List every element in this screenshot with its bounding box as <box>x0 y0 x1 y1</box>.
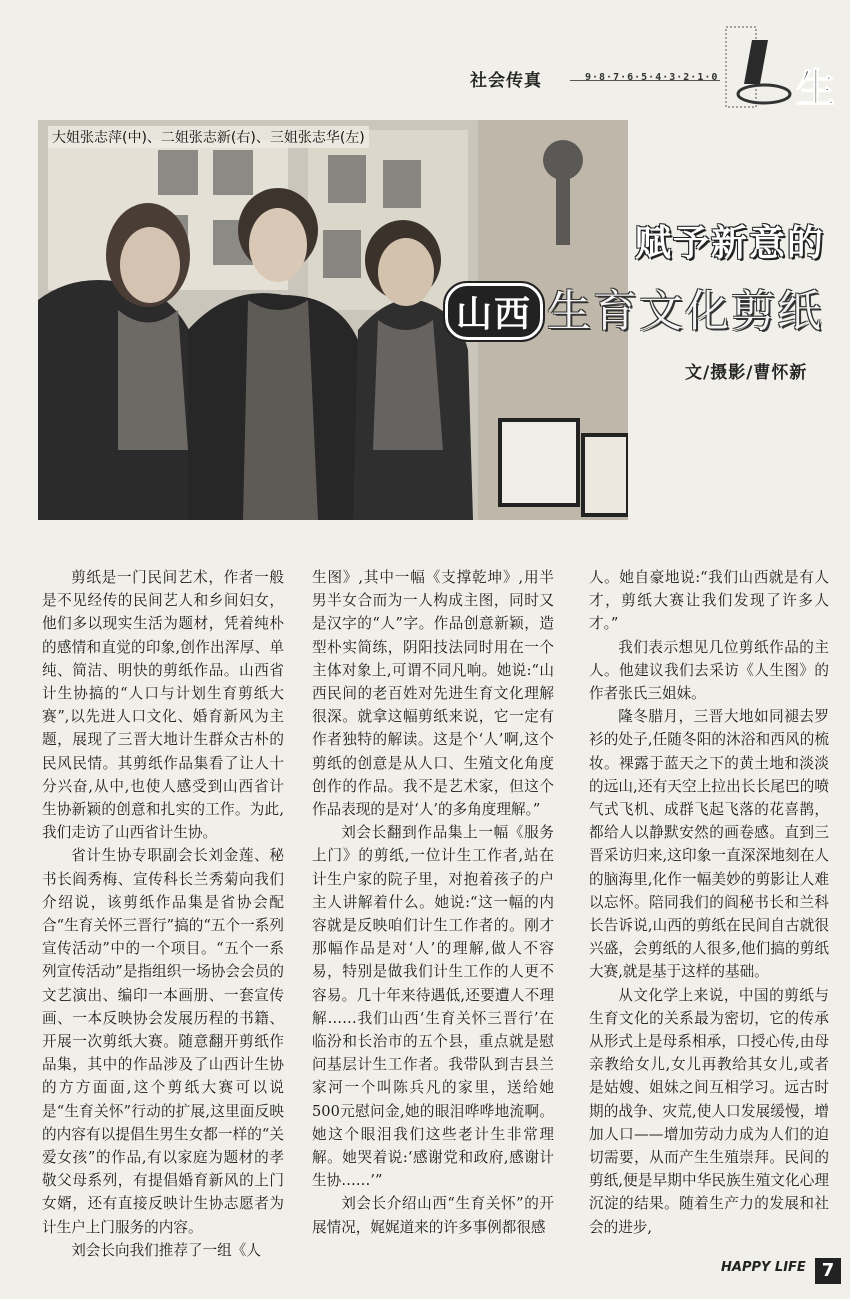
paragraph: 我们表示想见几位剪纸作品的主人。他建议我们去采访《人生图》的作者张氏三姐妹。 <box>589 638 829 703</box>
paragraph: 生图》,其中一幅《支撑乾坤》,用半男半女合而为一人构成主图，同时又是汉字的“人”字。作品创意新颖，造型朴实简练，阴阳技法同时用在一个主体对象上,可谓不同凡响。她说:“山西民间的老百姓对先进生育文化理解很深。就拿这幅剪纸来说，它一定有作者独特的解读。这是个‘人’啊,这个剪纸的创意是从人口、生殖文化角度创作的作品。我不是艺术家，但这个作品表现的是对‘人’的多角度理解。” <box>312 569 554 819</box>
section-title: 社会传真 <box>470 71 542 91</box>
paragraph: 省计生协专职副会长刘金莲、秘书长阎秀梅、宣传科长兰秀菊向我们介绍说，该剪纸作品集是省协会配合“生育关怀三晋行”搞的“五个一系列宣传活动”中的一个项目。“五个一系列宣传活动”是指组织一场协会会员的文艺演出、编印一本画册、一套宣传画、一本反映协会发展历程的书籍、开展一次剪纸大赛。随意翻开剪纸作品集，其中的作品涉及了山西计生协的方方面面,这个剪纸大赛可以说是“生育关怀”行动的扩展,这里面反映的内容有以提倡生男生女都一样的“关爱女孩”的作品,有以家庭为题材的孝敬父母系列，有提倡婚育新风的上门女婿，还有直接反映计生协志愿者为计生户上门服务的内容。 <box>42 847 284 1236</box>
paragraph: 刘会长向我们推荐了一组《人 <box>71 1241 261 1259</box>
column-1 <box>42 566 284 1262</box>
title-line-2-text: 生育文化剪纸 <box>547 286 824 337</box>
page-number: 7 <box>815 1258 841 1284</box>
paragraph: 从文化学上来说，中国的剪纸与生育文化的关系最为密切，它的传承从形式上是母系相承，口授心传,由母亲教给女儿,女儿再教给其女儿,或者是姑嫂、姐妹之间互相学习。远古时期的战争、灾荒,使人口发展缓慢，增加人口——增加劳动力成为人们的迫切需要，从而产生生殖崇拜。民间的剪纸,便是早期中华民族生殖文化心理沉淀的结果。随着生产力的发展和社会的进步, <box>589 986 829 1236</box>
column-2 <box>312 566 554 1239</box>
paragraph: 刘会长翻到作品集上一幅《服务上门》的剪纸,一位计生工作者,站在计生户家的院子里，对抱着孩子的户主人讲解着什么。她说:“这一幅的内容就是反映咱们计生工作者的。刚才那幅作品是对‘人’的理解,做人不容易，特别是做我们计生工作的人更不容易。几十年来待遇低,还要遭人不理解……我们山西‘生育关怀三晋行’在临汾和长治市的五个县，重点就是慰问基层计生工作者。我带队到吉县兰家河一个叫陈兵凡的家里，送给她500元慰问金,她的眼泪哗哗地流啊。她这个眼泪我们这些老计生非常理解。她哭着说:‘感谢党和政府,感谢计生协……’” <box>312 824 554 1190</box>
header-digits: 9·8·7·6·5·4·3·2·1·0 <box>585 72 719 83</box>
photo-caption: 大姐张志萍(中)、二姐张志新(右)、三姐张志华(左) <box>48 126 369 148</box>
title-highlight: 山西 <box>445 283 543 340</box>
paragraph: 人。她自豪地说:“我们山西就是有人才，剪纸大赛让我们发现了许多人才。” <box>589 569 829 633</box>
footer-logo: HAPPY LIFE <box>721 1260 806 1275</box>
byline: 文/摄影/曹怀新 <box>685 363 808 383</box>
column-3 <box>589 566 829 1239</box>
logo-character: 生 <box>796 66 834 112</box>
title-line-1: 赋予新意的 <box>635 223 826 264</box>
paragraph: 剪纸是一门民间艺术，作者一般是不见经传的民间艺人和乡间妇女，他们多以现实生活为题材，凭着纯朴的感情和直觉的印象,创作出浑厚、单纯、简洁、明快的剪纸作品。山西省计生协搞的“人口与计划生育剪纸大赛”,以先进人口文化、婚育新风为主题，展现了三晋大地计生群众古朴的民风民情。其剪纸作品集看了让人十分兴奋,从中,也使人感受到山西省计生协新颖的创意和扎实的工作。为此,我们走访了山西省计生协。 <box>42 569 284 842</box>
magazine-logo <box>724 22 834 112</box>
paragraph: 刘会长介绍山西“生育关怀”的开展情况，娓娓道来的许多事例都很感 <box>312 1195 554 1236</box>
title-line-2 <box>445 275 823 340</box>
paragraph: 隆冬腊月，三晋大地如同褪去罗衫的处子,任随冬阳的沐浴和西风的梳妆。裸露于蓝天之下的黄土地和淡淡的远山,还有天空上拉出长长尾巴的喷气式飞机、成群飞起飞落的花喜鹊，都给人以静默安然的画卷感。直到三晋采访归来,这印象一直深深地刻在人的脑海里,化作一幅美妙的剪影让人难以忘怀。陪同我们的阎秘书长和兰科长告诉说,山西的剪纸在民间自古就很兴盛，会剪纸的人很多,他们搞的剪纸大赛,就是基于这样的基础。 <box>589 708 829 981</box>
